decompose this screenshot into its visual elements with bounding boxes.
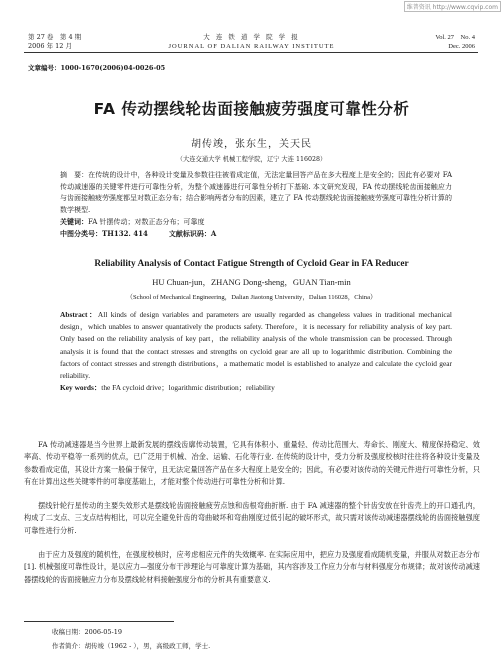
body-paragraph-2: 摆线针轮行星传动的主要失效形式是摆线轮齿面接触疲劳点蚀和齿根弯曲折断. 由于 FA 减速器的整个针齿安放在针齿壳上的开口通孔内，构成了二支点、三支点结构相比，可以完全避免针齿的弯曲破坏和弯曲刚度过低引起的破坏形式，故只需对该传动减速器摆线轮的齿面接触强度可靠性进行分析. (24, 501, 480, 535)
authors: 胡传竣，张东生，关天民 (191, 139, 312, 150)
body-paragraph-1: FA 传动减速器是当今世界上最新发展的摆线齿廓传动装置，它具有体积小、重量轻、传动比范围大、寿命长、刚度大、精度保持稳定、效率高、传动平稳等一系列的优点，已广泛用于机械、冶金、运输、石化等行业. 在传统的设计中，受力分析及强度校核时往往将各种设计变量及参数看成定值，其设计方案一般偏于保守，且无法定量回答产品在多大程度上是安全的；因此，有必要对该传动的关键元件进行可靠性分析，只有在计算出这些关键零件的可靠度基础上，才能对整个传动进行可靠性分析和计算. (24, 440, 480, 486)
header-date-en: Dec. 2006 (448, 43, 475, 50)
received-date: 收稿日期：2006-05-19 (52, 628, 122, 636)
paper-title: FA 传动摆线轮齿面接触疲劳强度可靠性分析 (93, 100, 410, 118)
abstract-en (60, 309, 452, 394)
article-number: 文章编号：1000-1670(2006)04-0026-05 (28, 64, 166, 72)
header-divider (24, 52, 478, 53)
footnote-divider (24, 621, 174, 622)
abstract-cn: 摘 要：在传统的设计中，各种设计变量及参数往往被看成定值，无法定量回答产品在多大程度上是安全的；因此有必要对 FA 传动减速器的关键零件进行可靠性分析，为整个减速器进行可靠性分析打下基础. 本文研究发现，FA 传动摆线轮齿面接触应力与齿面接触疲劳强度都呈对数正态分布；结合影响两者分布的因素，建立了 FA 传动摆线轮齿面接触疲劳强度可靠性分析计算的数学模型. (60, 171, 452, 214)
keywords-cn-text: FA 针摆传动；对数正态分布；可靠度 (88, 218, 205, 226)
author-bio: 作者简介：胡传竣（1962 - ），男，高级政工师，学士. (52, 642, 211, 650)
watermark: 维普资讯 http://www.cqvip.com (404, 1, 501, 12)
keywords-cn (60, 216, 452, 229)
header-journal-en: JOURNAL OF DALIAN RAILWAY INSTITUTE (168, 43, 335, 50)
header-vol-en: Vol. 27 No. 4 (435, 34, 475, 41)
header-journal-cn: 大 连 铁 道 学 院 学 报 (203, 33, 300, 41)
abstract-en-label: Abstract： (60, 310, 98, 319)
title-en: Reliability Analysis of Contact Fatigue Strength of Cycloid Gear in FA Reducer (94, 259, 409, 269)
abstract-en-text: All kinds of design variables and parameters are usually regarded as changeless values in traditional mechanical design，which unables to answer quantatively the products safety. Therefore，it is necessary for reliability analysis of key part. Only based on the reliability analysis of key part，the reliability analysis of the whole transmission can be processed. Through analysis it is found that the contact stresses and strengths on cycloid gear are all up to logarithmic distribution. Combining the factors of contact stresses and strength distributions，a mathematic model is established to analyze and calculate the cycloid gear reliability. (60, 310, 452, 381)
affiliation-en: （School of Mechanical Engineering，Dalian Jiaotong University，Dalian 116028，China） (126, 294, 377, 301)
affiliation: （大连交通大学 机械工程学院，辽宁 大连 116028） (176, 156, 327, 163)
header-date: 2006 年 12 月 (28, 42, 73, 50)
keywords-cn-label: 关键词： (60, 217, 88, 226)
authors-en: HU Chuan-jun，ZHANG Dong-sheng，GUAN Tian-min (152, 277, 351, 287)
header-volume: 第 27 卷 第 4 期 (28, 33, 82, 41)
body-paragraph-3: 由于应力及强度的随机性，在强度校核时，应考虑相应元件的失效概率. 在实际应用中，把应力及强度看成随机变量，并服从对数正态分布[1]. 机械强度可靠性设计，是以应力—强度分布干涉理论与可靠度计算为基础，其内容涉及工作应力分布与材料强度分布规律；故对该传动减速器摆线轮的齿面接触应力分布及摆线轮材料接触强度分布的分析具有重要意义. (24, 550, 480, 584)
keywords-en-text: the FA cycloid drive；logarithmic distribution；reliability (101, 383, 275, 393)
classification: 中图分类号：TH132. 414 文献标识码：A (60, 229, 217, 238)
keywords-en-label: Key words： (60, 383, 102, 393)
